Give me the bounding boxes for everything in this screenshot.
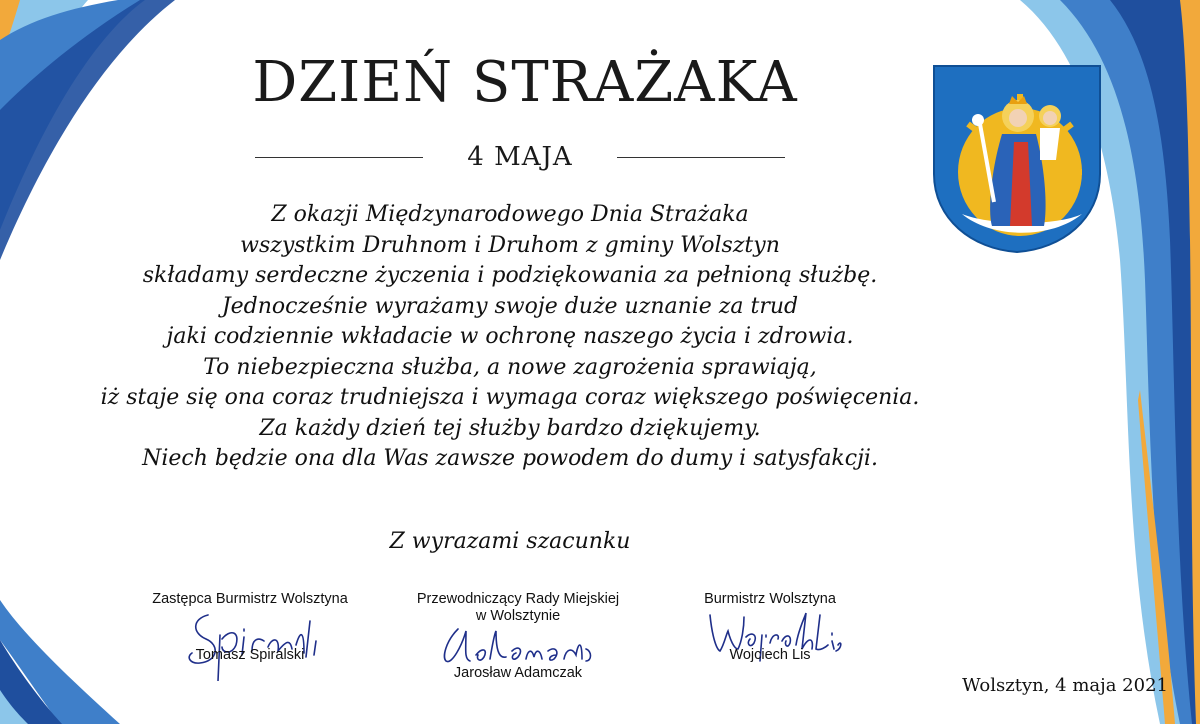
signature-block-mayor bbox=[640, 591, 900, 691]
signatory-name: Tomasz Spiralski bbox=[195, 647, 305, 663]
document-title: DZIEŃ STRAŻAKA bbox=[252, 50, 798, 115]
signatory-role: Zastępca Burmistrz Wolsztyna bbox=[152, 591, 348, 607]
signatory-role: Burmistrz Wolsztyna bbox=[704, 591, 836, 607]
divider-left bbox=[255, 157, 423, 158]
message-line: składamy serdeczne życzenia i podziękowania za pełnioną służbę. bbox=[142, 263, 878, 288]
signature-block-deputy-mayor bbox=[120, 591, 380, 691]
message-line: To niebezpieczna służba, a nowe zagrożenia sprawiają, bbox=[203, 354, 817, 380]
signatory-role-line1: Przewodniczący Rady Miejskiej bbox=[416, 591, 620, 607]
signature-block-council-chairman bbox=[388, 591, 648, 691]
message-line: Niech będzie ona dla Was zawsze powodem do dumy i satysfakcji. bbox=[142, 446, 878, 471]
place-and-date: Wolsztyn, 4 maja 2021 bbox=[962, 675, 1168, 696]
signatory-name: Jarosław Adamczak bbox=[453, 665, 583, 681]
message-line: iż staje się ona coraz trudniejsza i wymaga coraz większego poświęcenia. bbox=[100, 385, 920, 410]
message-line: Z okazji Międzynarodowego Dnia Strażaka bbox=[271, 202, 749, 227]
signatory-role-line2: w Wolsztynie bbox=[475, 608, 561, 624]
handwritten-signature bbox=[436, 621, 606, 671]
signatory-name: Wojciech Lis bbox=[729, 647, 811, 663]
date-row bbox=[245, 142, 795, 172]
greeting-message bbox=[40, 200, 980, 475]
message-line: jaki codziennie wkładacie w ochronę naszego życia i zdrowia. bbox=[166, 324, 854, 349]
closing-phrase: Z wyrazami szacunku bbox=[389, 529, 631, 554]
holiday-date: 4 MAJA bbox=[467, 142, 573, 172]
message-line: wszystkim Druhnom i Druhom z gminy Wolsztyn bbox=[240, 232, 780, 258]
divider-right bbox=[617, 157, 785, 158]
message-line: Za każdy dzień tej służby bardzo dziękujemy. bbox=[259, 415, 761, 441]
handwritten-signature bbox=[178, 601, 328, 681]
message-line: Jednocześnie wyrażamy swoje duże uznanie za trud bbox=[221, 293, 799, 319]
